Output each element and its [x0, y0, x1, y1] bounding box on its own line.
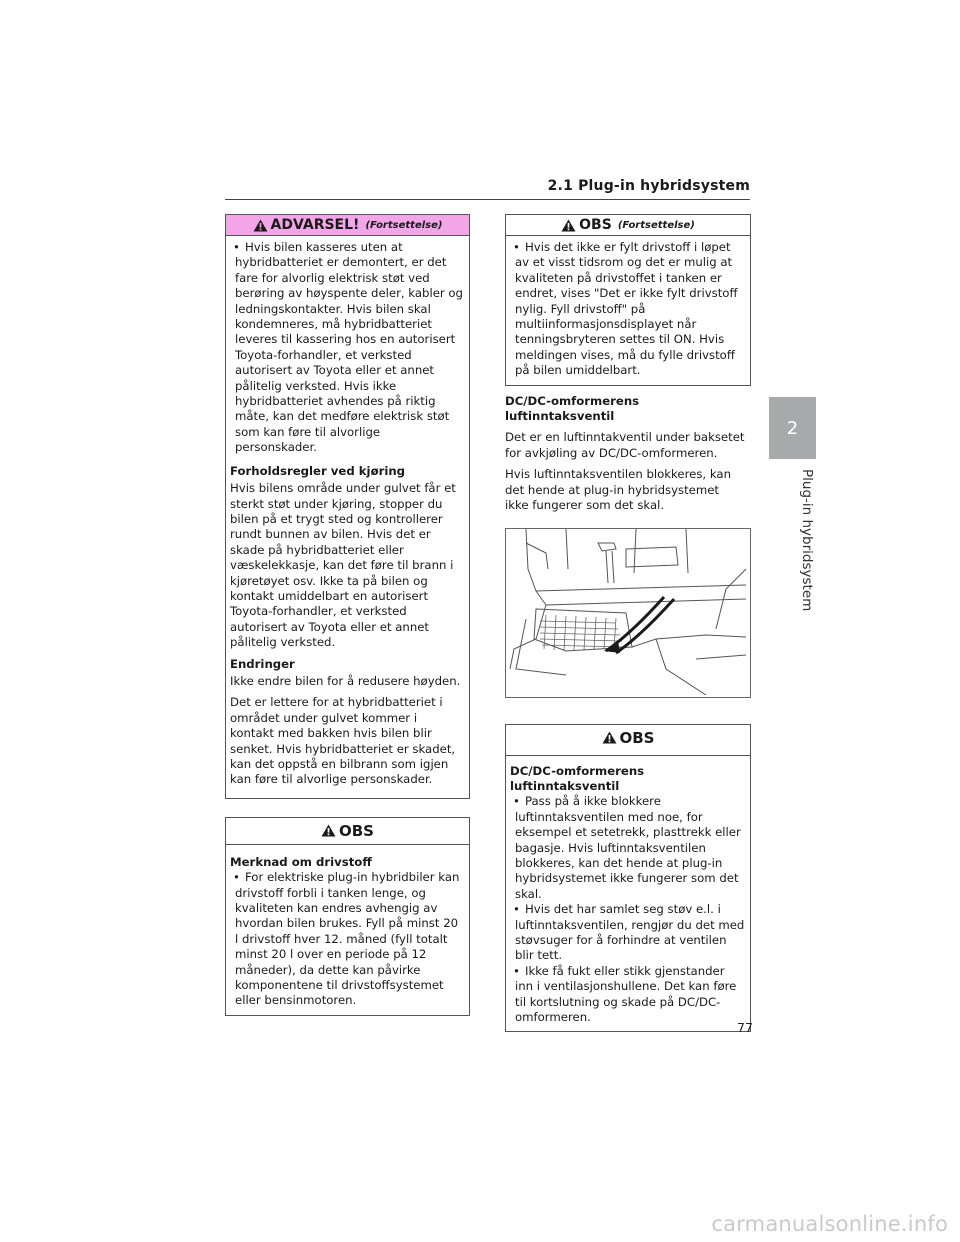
intake-text-1: Det er en luftinntakventil under baksetet for avkjøling av DC/DC-omformeren. [505, 430, 745, 460]
watermark: carmanualsonline.info [711, 1212, 948, 1236]
intake-bullet-1 [510, 794, 745, 902]
caution-triangle-icon [321, 824, 336, 837]
warning-box-sections [226, 464, 469, 788]
warning-bullet-text: • Hvis bilen kasseres uten at hybridbatteriet er demontert, er det fare for alvorlig elektrisk støt ved berøring av høyspente deler, kabler og ledningskontakter. Hvis bilen skal kondemneres, må hybridbatteriet leveres til kassering hos en autorisert Toyota-forhandler, et verksted autorisert av Toyota eller et annet pålitelig verksted. Hvis ikke hybridbatteriet avhendes på riktig måte, kan det medføre elektrisk støt som kan føre til alvorlige personskader. [235, 240, 463, 455]
obs-intake-box-body [506, 756, 750, 1032]
left-column [225, 214, 470, 1016]
intake-bullet-2 [510, 902, 745, 964]
rear-seat-vent-drawing [506, 529, 750, 695]
obs-intake-box-header [506, 725, 750, 751]
section-header-title: 2.1 Plug-in hybridsystem [547, 178, 750, 194]
warning-triangle-icon [253, 219, 268, 232]
fuel-note-bullet [230, 870, 464, 1009]
obs-continued-box [505, 214, 751, 386]
intake-note-heading: DC/DC-omformerens luftinntaksventil [510, 763, 645, 793]
obs-fuel-box [225, 817, 470, 1016]
fuel-note-heading: Merknad om drivstoff [230, 854, 372, 869]
intake-bullet-3-text: • Ikke få fukt eller stikk gjenstander inn i ventilasjonshullene. Det kan føre til kortslutning og skade på DC/DC-omformeren. [515, 963, 737, 1024]
warning-box [225, 214, 470, 799]
obs-continued-box-title: OBS [579, 217, 612, 233]
obs-continued-box-header [506, 215, 750, 236]
warning-box-title: ADVARSEL! [270, 217, 360, 233]
obs-continued-box-body [506, 236, 750, 385]
modifications-heading: Endringer [230, 656, 295, 671]
intake-section [505, 394, 751, 514]
fuel-note-bullet-text: • For elektriske plug-in hybridbiler kan drivstoff forbli i tanken lenge, og kvaliteten kan endres avhengig av hvordan bilen brukes. Fyll på minst 20 l drivstoff hver 12. måned (fyll totalt minst 20 l over en periode på 12 måneder), da dette kan påvirke komponentene til drivstoffsystemet eller bensinmotoren. [235, 870, 460, 1008]
intake-heading: DC/DC-omformerens luftinntaksventil [505, 393, 640, 424]
obs-intake-box [505, 724, 751, 1033]
modifications-text-1: Ikke endre bilen for å redusere høyden. [230, 673, 461, 688]
obs-intake-box-title: OBS [619, 728, 655, 747]
caution-triangle-icon [561, 219, 576, 232]
obs-fuel-box-title: OBS [339, 821, 374, 840]
fuel-message-bullet-text: • Hvis det ikke er fylt drivstoff i løpet av et visst tidsrom og det er mulig at kvaliteten på drivstoffet i tanken er endret, vises "Det er ikke fylt drivstoff nylig. Fyll drivstoff" på multiinformasjonsdisplayet når tenningsbryteren settes til ON. Hvis meldingen vises, må du fylle drivstoff på bilen umiddelbart. [515, 240, 738, 378]
modifications-text-2: Det er lettere for at hybridbatteriet i området under gulvet kommer i kontakt med bakken hvis bilen blir senket. Hvis hybridbatteriet er skadet, kan det oppstå en bilbrann som igjen kan føre til alvorlige personskader. [230, 695, 456, 787]
driving-precautions-heading: Forholdsregler ved kjøring [230, 463, 406, 478]
intake-text-2: Hvis luftinntaksventilen blokkeres, kan det hende at plug-in hybridsystemet ikke fungerer som det skal. [505, 467, 731, 513]
warning-box-body [226, 236, 469, 462]
warning-bullet [230, 240, 464, 456]
chapter-tab-label: Plug-in hybridsystem [799, 468, 815, 612]
page-number: 77 [737, 1020, 753, 1035]
warning-box-header [226, 215, 469, 236]
obs-fuel-box-header [226, 818, 469, 845]
intake-bullet-3 [510, 964, 745, 1026]
intake-bullet-2-text: • Hvis det har samlet seg støv e.l. i luftinntaksventilen, rengjør du det med støvsuger for å forhindre at ventilen blir tett. [515, 902, 745, 963]
obs-continued-box-continued: (Fortsettelse) [617, 219, 695, 231]
header-divider [225, 199, 750, 200]
chapter-tab-number: 2 [769, 397, 816, 459]
intake-bullet-1-text: • Pass på å ikke blokkere luftinntaksventilen med noe, for eksempel et setetrekk, plasttrekk eller bagasje. Hvis luftinntaksventilen blokkeres, kan det hende at plug-in hybridsystemet ikke fungerer som det skal. [515, 794, 741, 901]
driving-precautions-text: Hvis bilens område under gulvet får et sterkt støt under kjøring, stopper du bilen på et trygt sted og kontrollerer rundt bunnen av bilen. Hvis det er skade på hybridbatteriet eller væskelekkasje, kan det føre til brann i kjøretøyet osv. Ikke ta på bilen og kontakt umiddelbart en autorisert Toyota-forhandler, et verksted autorisert av Toyota eller et annet pålitelig verksted. [230, 481, 456, 650]
caution-triangle-icon [602, 731, 617, 744]
intake-vent-illustration [505, 528, 751, 698]
fuel-message-bullet [510, 240, 745, 379]
right-column [505, 214, 751, 1032]
warning-box-continued: (Fortsettelse) [365, 219, 443, 231]
obs-fuel-box-body [226, 845, 469, 1015]
